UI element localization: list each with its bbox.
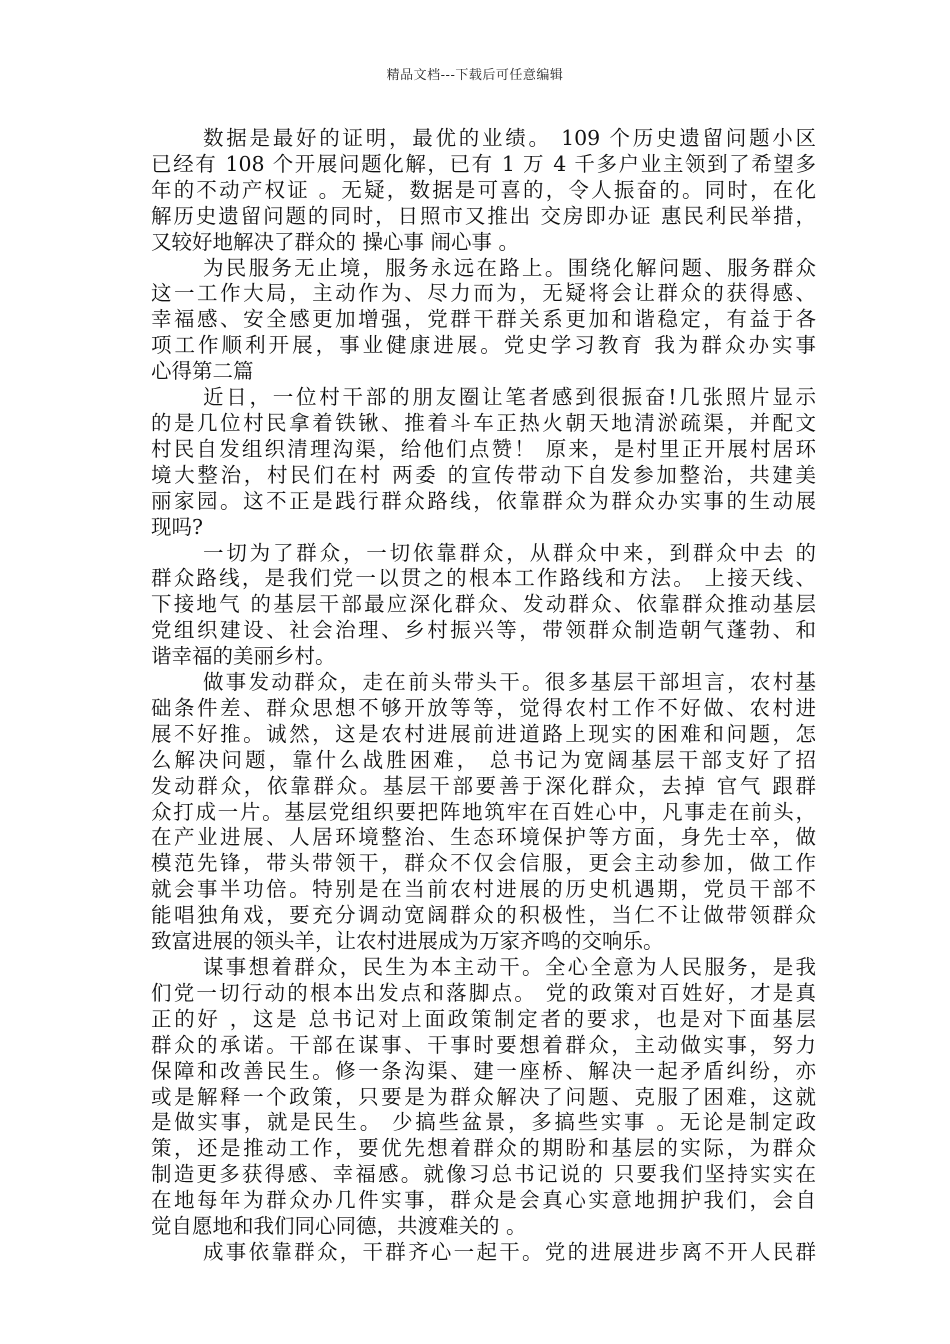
text-line: 幸福感、安全感更加增强，党群干群关系更加和谐稳定，有益于各 (151, 307, 816, 332)
text-line: 近日，一位村干部的朋友圈让笔者感到很振奋!几张照片显示 (203, 385, 816, 410)
text-line: 成事依靠群众，干群齐心一起干。党的进展进步离不开人民群 (203, 1239, 816, 1264)
text-line: 致富进展的领头羊，让农村进展成为万家齐鸣的交响乐。 (151, 929, 664, 954)
text-line: 能唱独角戏，要充分调动宽阔群众的积极性，当仁不让做带领群众 (151, 903, 816, 928)
text-line: 又较好地解决了群众的 操心事 闹心事 。 (151, 229, 520, 254)
page-header: 精品文档---下载后可任意编辑 (386, 68, 564, 83)
text-line: 已经有 108 个开展问题化解，已有 1 万 4 千多户业主领到了希望多 (151, 151, 816, 176)
text-line: 境大整治，村民们在村 两委 的宣传带动下自发参加整治，共建美 (151, 462, 816, 487)
text-line: 发动群众，依靠群众。基层干部要善于深化群众，去掉 官气 跟群 (151, 773, 816, 798)
text-line: 正的好 ，这是 总书记对上面政策制定者的要求，也是对下面基层 (151, 1006, 816, 1031)
text-line: 谐幸福的美丽乡村。 (151, 644, 336, 669)
text-line: 在产业进展、人居环境整治、生态环境保护等方面，身先士卒，做 (151, 825, 816, 850)
text-line: 么解决问题，靠什么战胜困难， 总书记为宽阔基层干部支好了招 (151, 747, 816, 772)
text-line: 展不好推。诚然，这是农村进展前进道路上现实的困难和问题，怎 (151, 721, 816, 746)
text-line: 础条件差、群众思想不够开放等等，觉得农村工作不好做、农村进 (151, 695, 816, 720)
text-line: 谋事想着群众，民生为本主动干。全心全意为人民服务，是我 (203, 955, 816, 979)
text-line: 年的不动产权证 。无疑，数据是可喜的，令人振奋的。同时，在化 (151, 177, 816, 202)
text-line: 群众的承诺。干部在谋事、干事时要想着群众，主动做实事，努力 (151, 1032, 816, 1057)
text-line: 这一工作大局，主动作为、尽力而为，无疑将会让群众的获得感、 (151, 281, 816, 306)
text-line: 众打成一片。基层党组织要把阵地筑牢在百姓心中，凡事走在前头， (151, 799, 816, 824)
text-line: 或是解释一个政策，只要是为群众解决了问题、克服了困难，这就 (151, 1084, 816, 1109)
text-line: 解历史遗留问题的同时，日照市又推出 交房即办证 惠民利民举措， (151, 203, 816, 228)
text-line: 的是几位村民拿着铁锹、推着斗车正热火朝天地清淤疏渠，并配文 (151, 410, 816, 435)
text-line: 是做实事，就是民生。 少搞些盆景，多搞些实事 。无论是制定政 (151, 1110, 816, 1135)
text-line: 做事发动群众，走在前头带头干。很多基层干部坦言，农村基 (203, 670, 816, 695)
text-line: 下接地气 的基层干部最应深化群众、发动群众、依靠群众推动基层 (151, 592, 816, 617)
text-line: 觉自愿地和我们同心同德，共渡难关的 。 (151, 1214, 527, 1239)
text-line: 模范先锋，带头带领干，群众不仅会信服，更会主动参加，做工作 (151, 851, 816, 876)
text-line: 现吗? (151, 514, 203, 539)
document-body (151, 126, 816, 1266)
text-line: 们党一切行动的根本出发点和落脚点。 党的政策对百姓好，才是真 (151, 980, 816, 1005)
text-line: 丽家园。这不正是践行群众路线，依靠群众为群众办实事的生动展 (151, 488, 816, 513)
text-line: 策，还是推动工作，要优先想着群众的期盼和基层的实际，为群众 (151, 1136, 816, 1161)
text-line: 为民服务无止境，服务永远在路上。围绕化解问题、服务群众 (203, 255, 816, 280)
text-line: 在地每年为群众办几件实事，群众是会真心实意地拥护我们，会自 (151, 1188, 816, 1213)
text-line: 党组织建设、社会治理、乡村振兴等，带领群众制造朝气蓬勃、和 (151, 618, 816, 643)
text-line: 村民自发组织清理沟渠，给他们点赞！ 原来，是村里正开展村居环 (151, 436, 816, 461)
text-line: 就会事半功倍。特别是在当前农村进展的历史机遇期，党员干部不 (151, 877, 816, 902)
text-line: 项工作顺利开展，事业健康进展。党史学习教育 我为群众办实事 (151, 333, 816, 358)
text-line: 一切为了群众，一切依靠群众，从群众中来，到群众中去 的 (203, 540, 816, 565)
text-line: 心得第二篇 (151, 359, 254, 384)
text-line: 数据是最好的证明，最优的业绩。 109 个历史遗留问题小区 (203, 126, 816, 150)
text-line: 群众路线，是我们党一以贯之的根本工作路线和方法。 上接天线、 (151, 566, 816, 591)
text-line: 保障和改善民生。修一条沟渠、建一座桥、解决一起矛盾纠纷，亦 (151, 1058, 816, 1083)
text-line: 制造更多获得感、幸福感。就像习总书记说的 只要我们坚持实实在 (151, 1162, 816, 1187)
